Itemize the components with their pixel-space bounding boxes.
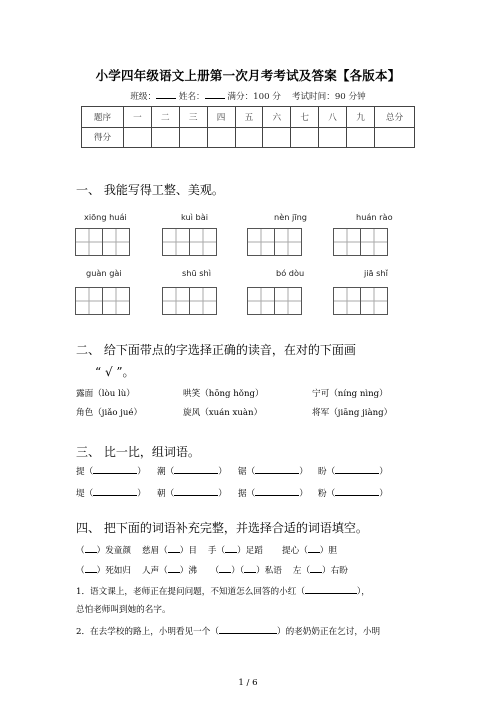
score-row-label: 得分 <box>82 127 124 148</box>
answer-blank[interactable] <box>310 564 322 573</box>
answer-blank[interactable] <box>93 465 137 474</box>
reading-item: 露面（lòu lù） <box>76 389 135 399</box>
section2-heading-cont: “ √ ”。 <box>95 365 135 379</box>
page-title: 小学四年级语文上册第一次月考考试及答案【各版本】 <box>95 68 401 83</box>
writing-cell[interactable] <box>333 228 361 256</box>
reading-item: 将军（jiāng jiàng） <box>312 408 393 418</box>
score-header-cell: 四 <box>207 107 235 128</box>
reading-item: 宁可（níng nìng） <box>312 389 388 399</box>
score-cell[interactable] <box>235 127 263 148</box>
word-compare-item: 粉（ ） <box>318 489 388 499</box>
answer-blank[interactable] <box>85 544 97 553</box>
writing-cell[interactable] <box>360 228 388 256</box>
idiom-row: （ ）发童颜 慈眉（ ）目 手（ ）足蹈 提心（ ）胆 <box>76 546 337 556</box>
word-compare-item: 堤（ ） <box>76 489 146 499</box>
score-table-score-row <box>82 127 415 148</box>
writing-grid[interactable] <box>247 228 301 256</box>
pinyin-label: nèn jīng <box>274 212 307 222</box>
pinyin-label: jiā shǐ <box>364 268 388 278</box>
score-label: 满分：100 分 <box>227 92 281 102</box>
pinyin-label: bó dòu <box>276 268 305 278</box>
score-table-header-row <box>82 107 415 128</box>
pinyin-label: guàn gài <box>86 268 122 278</box>
score-header-cell: 七 <box>291 107 319 128</box>
score-header-cell: 题序 <box>82 107 124 128</box>
score-table <box>81 106 415 148</box>
score-cell[interactable] <box>207 127 235 148</box>
score-header-cell: 三 <box>179 107 207 128</box>
answer-blank[interactable] <box>335 487 379 496</box>
answer-blank[interactable] <box>93 487 137 496</box>
answer-blank[interactable] <box>219 625 277 634</box>
writing-cell[interactable] <box>274 228 302 256</box>
word-compare-item: 盼（ ） <box>318 467 388 477</box>
score-cell[interactable] <box>179 127 207 148</box>
question-1-cont: 总怕老师叫到她的名字。 <box>76 605 171 615</box>
writing-grid[interactable] <box>333 287 387 315</box>
class-blank <box>156 90 176 99</box>
writing-cell[interactable] <box>274 287 302 315</box>
answer-blank[interactable] <box>255 465 299 474</box>
writing-cell[interactable] <box>333 287 361 315</box>
score-header-cell: 五 <box>235 107 263 128</box>
answer-blank[interactable] <box>335 465 379 474</box>
writing-grid[interactable] <box>333 228 387 256</box>
reading-item: 哄笑（hōng hǒng） <box>183 389 264 399</box>
score-cell[interactable] <box>291 127 319 148</box>
answer-blank[interactable] <box>255 487 299 496</box>
answer-blank[interactable] <box>168 544 180 553</box>
answer-blank[interactable] <box>308 544 320 553</box>
writing-grid[interactable] <box>75 228 129 256</box>
answer-blank[interactable] <box>174 465 218 474</box>
writing-grid[interactable] <box>75 287 129 315</box>
score-header-cell: 总分 <box>375 107 415 128</box>
writing-cell[interactable] <box>75 228 103 256</box>
answer-blank[interactable] <box>305 585 357 594</box>
score-cell[interactable] <box>124 127 152 148</box>
pinyin-label: kuì bài <box>181 212 209 222</box>
class-label: 班级： <box>130 92 157 102</box>
writing-cell[interactable] <box>75 287 103 315</box>
question-1: 1．语文课上，老师正在提问问题，不知道怎么回答的小红（ ）， <box>76 587 370 597</box>
writing-grid[interactable] <box>162 228 216 256</box>
score-header-cell: 六 <box>263 107 291 128</box>
section4-heading: 四、 把下面的词语补充完整，并选择合适的词语填空。 <box>76 521 368 535</box>
score-cell[interactable] <box>151 127 179 148</box>
writing-cell[interactable] <box>247 287 275 315</box>
writing-cell[interactable] <box>162 228 190 256</box>
answer-blank[interactable] <box>225 544 237 553</box>
word-compare-item: 提（ ） <box>76 467 146 477</box>
writing-cell[interactable] <box>247 228 275 256</box>
writing-cell[interactable] <box>102 228 130 256</box>
score-header-cell: 八 <box>319 107 347 128</box>
score-header-cell: 一 <box>124 107 152 128</box>
question-2: 2．在去学校的路上，小明看见一个（ ）的老奶奶正在乞讨，小明 <box>76 627 381 637</box>
score-cell[interactable] <box>263 127 291 148</box>
reading-item: 旋风（xuán xuàn） <box>183 408 263 418</box>
answer-blank[interactable] <box>174 487 218 496</box>
pinyin-label: xiōng huái <box>84 212 127 222</box>
writing-cell[interactable] <box>189 287 217 315</box>
section3-heading: 三、 比一比，组词语。 <box>76 445 200 459</box>
score-header-cell: 二 <box>151 107 179 128</box>
reading-item: 角色（jiǎo jué） <box>76 408 143 418</box>
score-cell[interactable] <box>319 127 347 148</box>
name-label: 姓名： <box>178 92 205 102</box>
pinyin-label: huán rào <box>356 212 393 222</box>
writing-cell[interactable] <box>102 287 130 315</box>
pinyin-label: shū shì <box>182 268 211 278</box>
score-header-cell: 九 <box>347 107 375 128</box>
score-cell[interactable] <box>375 127 415 148</box>
answer-blank[interactable] <box>244 564 256 573</box>
answer-blank[interactable] <box>219 564 231 573</box>
writing-cell[interactable] <box>189 228 217 256</box>
writing-grid[interactable] <box>247 287 301 315</box>
page-number: 1 / 6 <box>238 678 258 688</box>
word-compare-item: 锯（ ） <box>238 467 308 477</box>
writing-grid[interactable] <box>162 287 216 315</box>
time-label: 考试时间：90 分钟 <box>291 92 366 102</box>
name-blank <box>205 90 225 99</box>
word-compare-item: 朝（ ） <box>157 489 227 499</box>
answer-blank[interactable] <box>85 564 97 573</box>
exam-info-line <box>0 90 496 102</box>
section2-heading: 二、 给下面带点的字选择正确的读音，在对的下面画 <box>76 343 356 357</box>
writing-cell[interactable] <box>162 287 190 315</box>
writing-cell[interactable] <box>360 287 388 315</box>
score-cell[interactable] <box>347 127 375 148</box>
word-compare-item: 据（ ） <box>238 489 308 499</box>
idiom-row: （ ）死如归 人声（ ）沸 （ ）（ ）私语 左（ ）右盼 <box>76 566 348 576</box>
section1-heading: 一、 我能写得工整、美观。 <box>76 183 224 197</box>
answer-blank[interactable] <box>168 564 180 573</box>
word-compare-item: 潮（ ） <box>157 467 227 477</box>
